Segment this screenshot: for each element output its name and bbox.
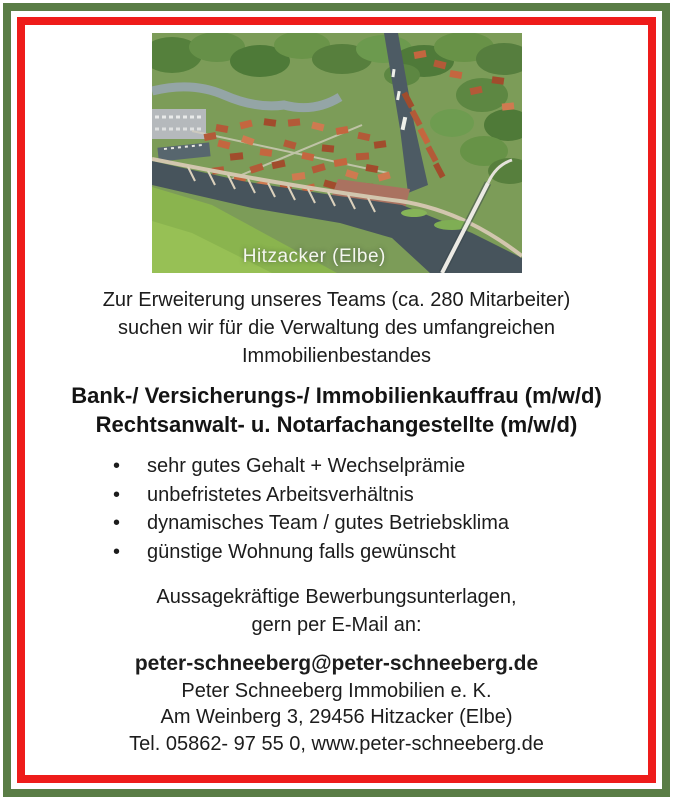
contact-block: [25, 651, 648, 757]
benefit-text: günstige Wohnung falls gewünscht: [147, 540, 456, 563]
parking-lot: [152, 109, 206, 139]
position-line-1: Bank-/ Versicherungs-/ Immobilienkauffrau (m/w/d): [71, 383, 602, 408]
bullet-dot: •: [113, 540, 121, 563]
intro-line-2: suchen wir für die Verwaltung des umfangreichen: [118, 317, 555, 339]
positions-heading: [25, 381, 648, 439]
contact-email: peter-schneeberg@peter-schneeberg.de: [134, 652, 539, 675]
contact-phone-web: Tel. 05862- 97 55 0, www.peter-schneeberg.de: [129, 732, 544, 755]
intro-line-3: Immobilienbestandes: [242, 345, 431, 367]
application-instructions: [25, 583, 648, 639]
contact-address: Am Weinberg 3, 29456 Hitzacker (Elbe): [160, 706, 513, 728]
bullet-dot: •: [113, 483, 121, 506]
intro-paragraph: [25, 286, 648, 370]
benefit-text: sehr gutes Gehalt + Wechselprämie: [147, 455, 466, 477]
benefit-item: [109, 481, 648, 510]
contact-company: Peter Schneeberg Immobilien e. K.: [181, 679, 492, 702]
intro-line-1: Zur Erweiterung unseres Teams (ca. 280 Mitarbeiter): [102, 289, 571, 311]
bullet-dot: •: [113, 455, 121, 477]
application-line-1: Aussagekräftige Bewerbungsunterlagen,: [156, 586, 517, 608]
aerial-photo-illustration: [152, 33, 522, 273]
bullet-dot: •: [113, 512, 121, 534]
benefit-text: dynamisches Team / gutes Betriebsklima: [147, 512, 510, 534]
hitzacker-aerial-photo: [152, 33, 522, 273]
position-line-2: Rechtsanwalt- u. Notarfachangestellte (m/w/d): [95, 412, 578, 437]
ad-content: [25, 25, 648, 775]
benefit-item: [109, 452, 648, 481]
benefits-list: [25, 452, 648, 566]
benefit-text: unbefristetes Arbeitsverhältnis: [147, 483, 414, 506]
benefit-item: [109, 538, 648, 567]
application-line-2: gern per E-Mail an:: [251, 614, 422, 636]
benefit-item: [109, 509, 648, 538]
photo-caption: Hitzacker (Elbe): [242, 246, 386, 267]
